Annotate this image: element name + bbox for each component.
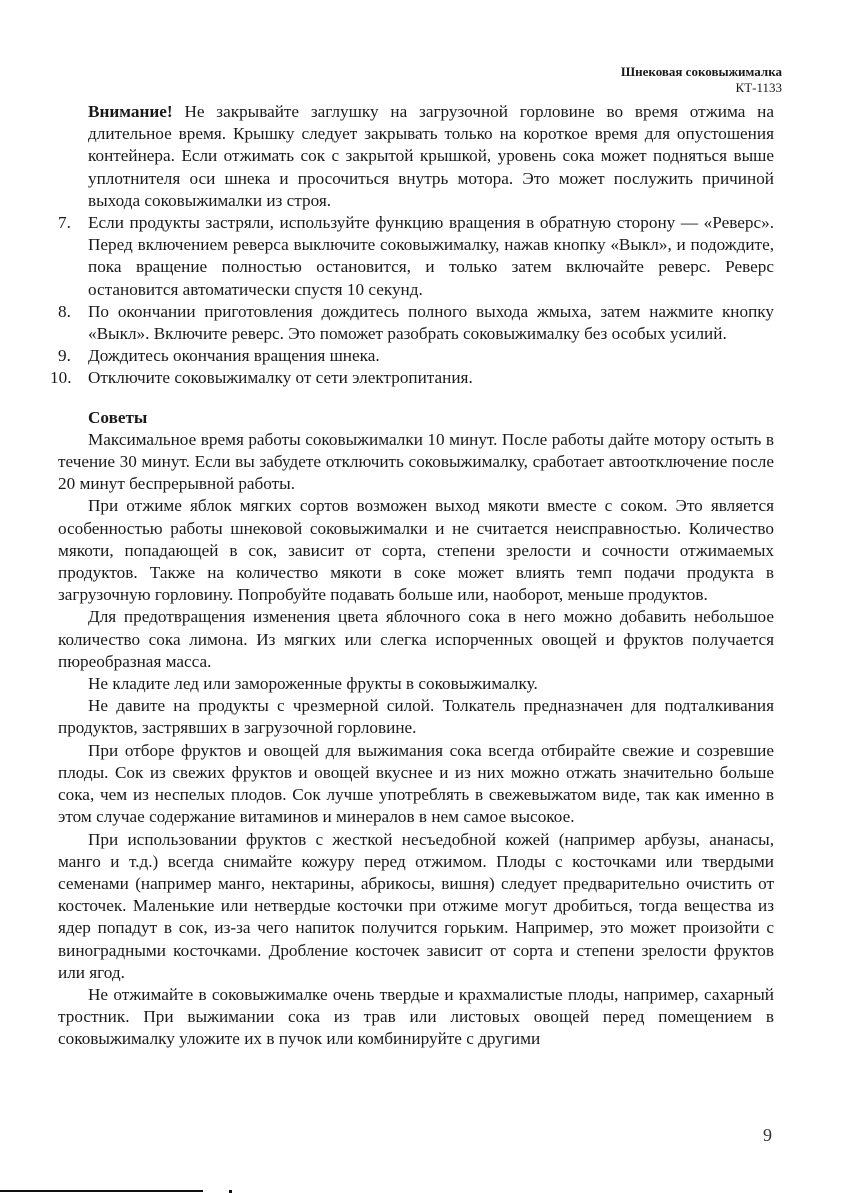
footer-rule <box>0 1190 203 1192</box>
tip-paragraph: Для предотвращения изменения цвета яблочного сока в него можно добавить небольшое количество сока лимона. Из мягких или слегка испорченных овощей и фруктов получается пюреобразная масса. <box>58 607 774 671</box>
warning-paragraph <box>58 101 774 212</box>
tip-paragraph: Не кладите лед или замороженные фрукты в соковыжималку. <box>88 674 538 694</box>
warning-text: Не закрывайте заглушку на загрузочной горловине во время отжима на длительное время. Крышку следует закрывать только на короткое время для опустошения контейнера. Если отжимать сок с закрытой крышкой, уровень сока может подняться выше уплотнителя оси шнека и просочиться внутрь мотора. Это может послужить причиной выхода соковыжималки из строя. <box>88 102 774 210</box>
list-number: 7. <box>58 213 71 233</box>
list-number: 9. <box>58 346 71 366</box>
tip-paragraph: Не отжимайте в соковыжималке очень твердые и крахмалистые плоды, например, сахарный тростник. При выжимании сока из трав или листовых овощей перед помещением в соковыжималку уложите их в пучок или комбинируйте с другими <box>58 984 774 1049</box>
page-body <box>50 101 774 1051</box>
tip-paragraph: Максимальное время работы соковыжималки 10 минут. После работы дайте мотору остыть в течение 30 минут. Если вы забудете отключить соковыжималку, сработает автоотключение после 20 минут беспрерывной работы. <box>58 429 774 494</box>
tip-paragraph: При использовании фруктов с жесткой несъедобной кожей (например арбузы, ананасы, манго и т.д.) всегда снимайте кожуру перед отжимом. Плоды с косточками или твердыми семенами (например манго, нектарины, абрикосы, вишня) следует предварительно очистить от косточек. Маленькие или нетвердые косточки при отжиме могут дробиться, тогда вещества из ядер попадут в сок, из-за чего напиток получится горьким. Например, это может произойти с виноградными косточками. Дробление косточек зависит от сорта и степени зрелости фруктов или ягод. <box>58 829 774 982</box>
model-number: КТ-1133 <box>735 80 782 95</box>
tip-paragraph: При отжиме яблок мягких сортов возможен выход мякоти вместе с соком. Это является особенностью работы шнековой соковыжималки и не считается неисправностью. Количество мякоти, попадающей в сок, зависит от сорта, степени зрелости и сочности отжимаемых продуктов. Также на количество мякоти в соке может влиять темп подачи продукта в загрузочную горловину. Попробуйте подавать больше или, наоборот, меньше продуктов. <box>58 496 774 605</box>
warning-label: Внимание! <box>88 102 173 121</box>
list-item <box>58 212 774 301</box>
page-number: 9 <box>763 1125 772 1145</box>
list-item <box>58 301 774 345</box>
section-heading: Советы <box>88 407 148 427</box>
list-item <box>50 367 774 389</box>
list-text: Дождитесь окончания вращения шнека. <box>88 346 380 366</box>
list-text: По окончании приготовления дождитесь полного выхода жмыха, затем нажмите кнопку «Выкл». Включите реверс. Это поможет разобрать соковыжималку без особых усилий. <box>88 301 774 344</box>
list-number: 8. <box>58 301 71 321</box>
list-item <box>58 345 774 367</box>
list-text: Если продукты застряли, используйте функцию вращения в обратную сторону — «Реверс». Перед включением реверса выключите соковыжималку, нажав кнопку «Выкл», и подождите, пока вращение полностью остановится, и только затем включайте реверс. Реверс остановится автоматически спустя 10 секунд. <box>88 213 774 299</box>
list-text: Отключите соковыжималку от сети электропитания. <box>88 368 473 388</box>
page-header <box>621 64 782 96</box>
product-name: Шнековая соковыжималка <box>620 64 782 79</box>
tip-paragraph: Не давите на продукты с чрезмерной силой. Толкатель предназначен для подталкивания продуктов, застрявших в загрузочной горловине. <box>58 696 774 738</box>
list-number: 10. <box>50 368 72 388</box>
tip-paragraph: При отборе фруктов и овощей для выжимания сока всегда отбирайте свежие и созревшие плоды. Сок из свежих фруктов и овощей вкуснее и из них можно отжать значительно больше сока, чем из неспелых плодов. Сок лучше употреблять в свежевыжатом виде, так как именно в этом случае содержание витаминов и минералов в нем самое высокое. <box>58 740 774 827</box>
